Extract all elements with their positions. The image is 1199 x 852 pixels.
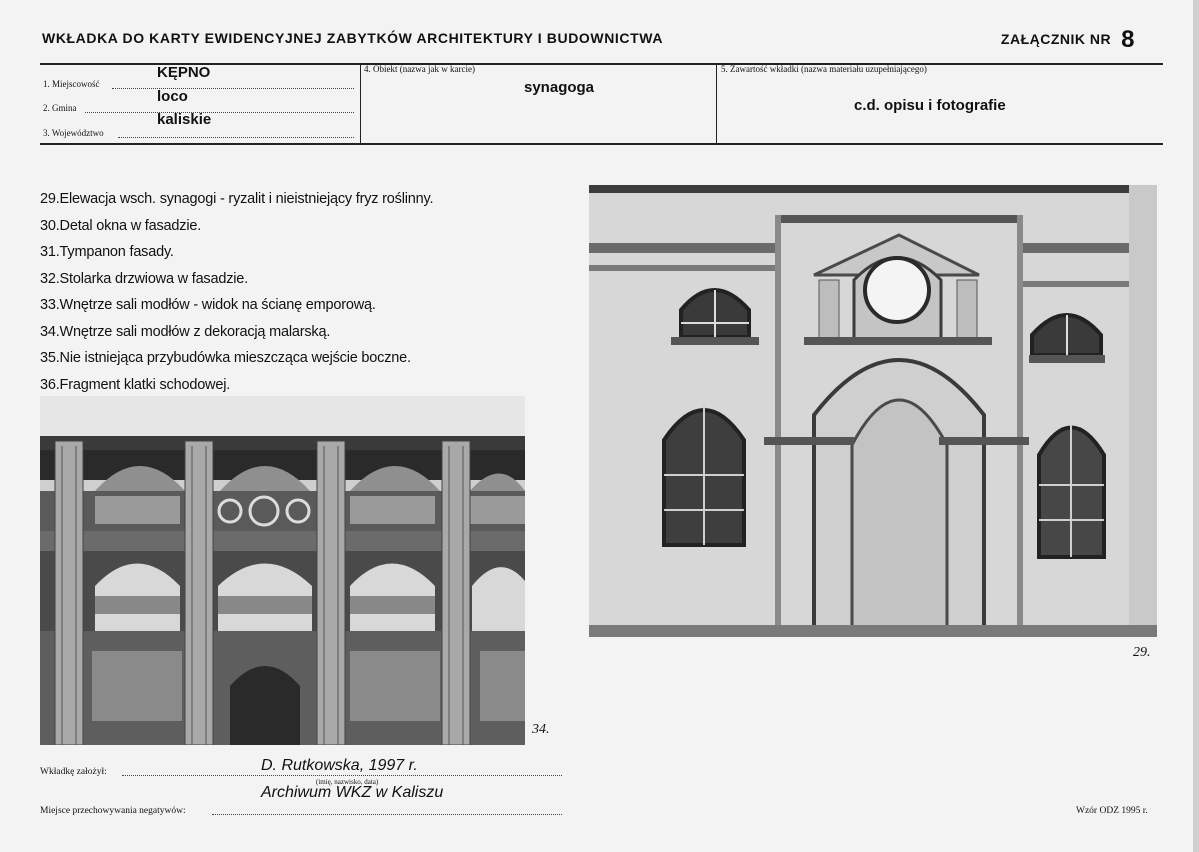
city-label: 1. Miejscowość [43,79,100,89]
city-dotted-line [112,88,354,89]
header-bottom-rule [40,143,1163,145]
list-item: 31.Tympanon fasady. [40,244,174,260]
created-by-dotted-line [122,775,562,776]
annex-label-text: ZAŁĄCZNIK NR [1000,31,1112,47]
header-separator-1 [360,63,361,143]
created-by-label: Wkładkę założył: [40,767,107,777]
commune-label: 2. Gmina [43,103,77,113]
list-item: 29.Elewacja wsch. synagogi - ryzalit i nieistniejący fryz roślinny. [40,191,434,207]
header-separator-2 [716,63,717,143]
list-item: 33.Wnętrze sali modłów - widok na ścianę emporową. [40,297,376,313]
interior-photo [40,396,525,745]
city-value: KĘPNO [157,64,211,81]
facade-photo [589,185,1157,637]
interior-photo-number: 34. [532,722,550,737]
negatives-storage-dotted-line [212,814,562,815]
list-item: 32.Stolarka drzwiowa w fasadzie. [40,270,248,287]
voivodeship-label: 3. Województwo [43,128,104,138]
object-value: synagoga [524,79,595,96]
form-identifier: Wzór ODZ 1995 r. [1076,806,1148,816]
document-title: WKŁADKA DO KARTY EWIDENCYJNEJ ZABYTKÓW ARCHITEKTURY I BUDOWNICTWA [42,30,664,46]
contents-value: c.d. opisu i fotografie [854,97,1006,114]
list-item: 30.Detal okna w fasadzie. [40,217,202,234]
object-label: 4. Obiekt (nazwa jak w karcie) [364,64,475,74]
negatives-storage-label: Miejsce przechowywania negatywów: [40,806,186,816]
list-item: 34.Wnętrze sali modłów z dekoracją malarską. [40,323,331,340]
annex-number: 8 [1121,26,1135,53]
voivodeship-value: kaliskie [157,111,212,128]
photo-caption-list [40,186,433,398]
commune-dotted-line [85,112,354,113]
negatives-storage-value: Archiwum WKZ w Kaliszu [261,784,444,801]
created-by-hint: (imię, nazwisko, data) [316,778,379,786]
voivodeship-dotted-line [118,137,354,138]
created-by-value: D. Rutkowska, 1997 r. [261,757,418,774]
list-item: 36.Fragment klatki schodowej. [40,376,231,393]
contents-label: 5. Zawartość wkładki (nazwa materiału uzupełniającego) [721,64,927,74]
facade-photo-number: 29. [1133,645,1151,660]
list-item: 35.Nie istniejąca przybudówka mieszcząca wejście boczne. [40,350,411,366]
commune-value: loco [157,88,188,105]
annex-label [1001,26,1135,54]
